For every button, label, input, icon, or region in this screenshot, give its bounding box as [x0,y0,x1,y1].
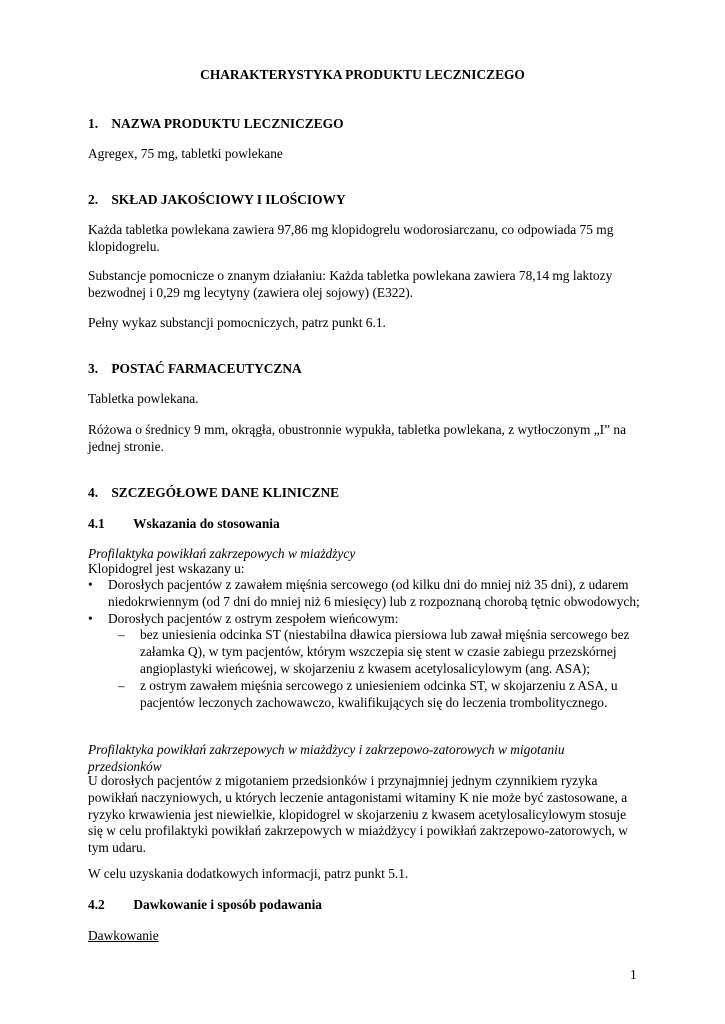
indication-bullet-2: Dorosłych pacjentów z ostrym zespołem wieńcowym: [108,610,399,626]
indication-bullet-1: Dorosłych pacjentów z zawałem mięśnia sercowego (od kilku dni do mniej niż 35 dni), z udarem niedokrwiennym (od 7 dni do mniej niż 6 miesięcy) lub z rozpoznaną chorobą tętnic obwodowych; [108,577,640,609]
excipients-reference: Pełny wykaz substancji pomocniczych, patrz punkt 6.1. [88,315,386,330]
tablet-description: Różowa o średnicy 9 mm, okrągła, obustronnie wypukła, tabletka powlekana, z wytłoczonym „I” na jednej stronie. [88,422,627,454]
section-2-heading [88,192,346,209]
list-item [88,678,648,712]
bullet-icon: • [88,577,93,592]
dosage-subheading: Dawkowanie [88,928,159,943]
dash-icon: – [118,677,125,693]
section-1-title: NAZWA PRODUKTU LECZNICZEGO [111,116,344,131]
document-title: CHARAKTERYSTYKA PRODUKTU LECZNICZEGO [200,67,525,82]
page-number: 1 [630,967,637,982]
bullet-icon: • [88,610,93,626]
list-item [88,627,648,677]
section-3-number: 3. [88,361,99,376]
indication-heading-atherothrombotic: Profilaktyka powikłań zakrzepowych w miażdżycy [88,546,356,561]
section-4-number: 4. [88,485,99,500]
excipients-paragraph: Substancje pomocnicze o znanym działaniu: Każda tabletka powlekana zawiera 78,14 mg laktozy bezwodnej i 0,29 mg lecytyny (zawiera olej sojowy) (E322). [88,268,613,300]
acs-sublist [88,627,648,711]
subsection-4-1-heading [88,516,280,533]
section-3-title: POSTAĆ FARMACEUTYCZNA [111,361,302,376]
section-2-number: 2. [88,192,99,207]
section-3-heading [88,361,302,378]
section-2-title: SKŁAD JAKOŚCIOWY I ILOŚCIOWY [111,192,346,207]
list-item [88,577,648,611]
indication-list [88,577,648,711]
acs-subitem-2: z ostrym zawałem mięśnia sercowego z uniesieniem odcinka ST, w skojarzeniu z ASA, u pacjentów leczonych zachowawczo, kwalifikujących się do leczenia trombolitycznego. [140,677,618,710]
product-name-text: Agregex, 75 mg, tabletki powlekane [88,146,283,161]
section-1-heading [88,116,344,133]
list-item [88,611,648,712]
dosage-form-text: Tabletka powlekana. [88,391,199,406]
section-4-heading [88,485,339,502]
subsection-4-1-number: 4.1 [88,516,105,531]
section-1-number: 1. [88,116,99,131]
subsection-4-2-heading [88,897,322,914]
dash-icon: – [118,627,125,643]
indication-heading-af: Profilaktyka powikłań zakrzepowych w miażdżycy i zakrzepowo-zatorowych w migotaniu przedsionków [88,742,565,774]
composition-paragraph: Każda tabletka powlekana zawiera 97,86 mg klopidogrelu wodorosiarczanu, co odpowiada 75 mg klopidogrelu. [88,222,614,254]
subsection-4-2-number: 4.2 [88,897,105,912]
indication-intro: Klopidogrel jest wskazany u: [88,561,245,576]
acs-subitem-1: bez uniesienia odcinka ST (niestabilna dławica piersiowa lub zawał mięśnia sercowego bez załamka Q), w tym pacjentów, którym wszczepia się stent w czasie zabiegu przezskórnej angioplastyki wieńcowej, w skojarzeniu z kwasem acetylosalicylowym (ang. ASA); [140,627,630,676]
af-indication-paragraph: U dorosłych pacjentów z migotaniem przedsionków i przynajmniej jednym czynnikiem ryzyka powikłań naczyniowych, u których leczenie antagonistami witaminy K nie może być zastosowane, a ryzyko krwawienia jest niewielkie, klopidogrel w skojarzeniu z kwasem acetylosalicylowym stosuje się w celu profilaktyki powikłań zakrzepowych w miażdżycy i powikłań zakrzepowo-zatorowych, w tym udaru. [88,773,628,856]
subsection-4-2-title: Dawkowanie i sposób podawania [133,897,322,912]
section-4-title: SZCZEGÓŁOWE DANE KLINICZNE [111,485,340,500]
subsection-4-1-title: Wskazania do stosowania [133,516,280,531]
more-info-paragraph: W celu uzyskania dodatkowych informacji, patrz punkt 5.1. [88,866,409,881]
